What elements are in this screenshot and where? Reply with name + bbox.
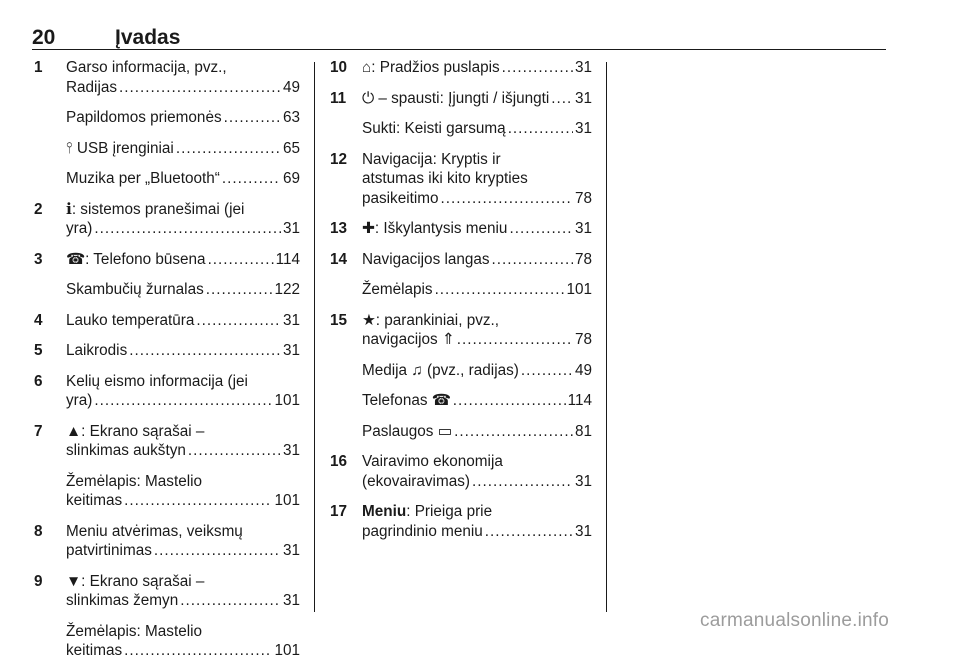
entry-label [362, 330, 455, 350]
leader-dots [508, 119, 573, 139]
entry-page-number: 78 [574, 331, 592, 348]
entry-number: 6 [34, 372, 43, 390]
entry-page-number: 31 [574, 89, 592, 107]
entry-page-number: 31 [574, 472, 592, 490]
entry-number: 13 [330, 220, 348, 237]
entry-text: : Ekrano sąrašai – [81, 422, 205, 440]
entry-label-text: Laikrodis [66, 342, 128, 359]
entry-text-line [362, 311, 592, 331]
entry-page-ref [66, 78, 300, 98]
entry-label-text: pagrindinio meniu [362, 522, 483, 540]
legend-entry [34, 280, 300, 300]
legend-entry [330, 361, 592, 381]
legend-entry [34, 372, 300, 411]
entry-label-text: Papildomos priemonės [66, 109, 222, 126]
entry-label-text: yra) [66, 220, 93, 237]
entry-number: 9 [34, 572, 43, 590]
legend-entry [34, 472, 300, 511]
entry-label-text: Medija ♫ (pvz., radijas) [362, 361, 519, 379]
entry-number: 10 [330, 59, 348, 76]
entry-page-ref [66, 280, 300, 300]
entry-label [66, 169, 220, 189]
entry-label [66, 78, 117, 98]
leader-dots [176, 139, 281, 159]
entry-page-number: 81 [574, 422, 592, 440]
watermark: carmanualsonline.info [700, 610, 890, 631]
entry-label [362, 89, 549, 109]
entry-text-line [66, 422, 300, 442]
entry-label-text: Lauko temperatūra [66, 311, 195, 329]
entry-label [66, 139, 174, 159]
entry-page-ref [66, 591, 300, 611]
legend-entry [34, 58, 300, 97]
entry-label [362, 250, 490, 270]
legend-entry [34, 250, 300, 270]
entry-page-ref [66, 391, 300, 411]
leader-dots [196, 311, 281, 331]
entry-label [362, 472, 470, 492]
legend-entry [34, 522, 300, 561]
entry-label [66, 441, 186, 461]
legend-entry [34, 169, 300, 189]
entry-number: 8 [34, 522, 43, 540]
legend-entry [34, 108, 300, 128]
entry-text: Kelių eismo informacija (jei [66, 372, 248, 390]
leader-dots [502, 58, 573, 78]
entry-text-line [66, 372, 300, 392]
leader-dots [441, 189, 573, 209]
entry-label-text: : Pradžios puslapis [371, 59, 500, 76]
entry-page-ref [362, 522, 592, 542]
entry-page-number: 31 [574, 522, 592, 540]
legend-entry [330, 219, 592, 239]
leader-dots [224, 108, 281, 128]
entry-number: 4 [34, 311, 43, 329]
leader-dots [180, 591, 281, 611]
entry-label [66, 341, 127, 361]
entry-text: Garso informacija, pvz., [66, 59, 227, 76]
legend-entry [330, 250, 592, 270]
legend-entry [34, 311, 300, 331]
legend-entry [330, 280, 592, 300]
entry-number: 12 [330, 150, 348, 168]
entry-number: 14 [330, 250, 348, 268]
entry-label [66, 280, 204, 300]
leader-dots [188, 441, 281, 461]
entry-number: 15 [330, 311, 348, 329]
entry-page-number: 31 [574, 220, 592, 237]
leader-dots [509, 219, 573, 239]
entry-symbol-icon: ▲ [66, 422, 82, 440]
entry-page-ref [362, 89, 592, 109]
column-divider [314, 62, 315, 612]
legend-entry [34, 200, 300, 239]
entry-label-text: Navigacijos langas [362, 250, 490, 268]
entry-label [66, 250, 206, 270]
entry-page-number: 49 [574, 361, 592, 379]
legend-entry [330, 422, 592, 442]
entry-label-text: keitimas [66, 492, 123, 509]
legend-entry [34, 422, 300, 461]
entry-text-line [362, 169, 592, 189]
entry-text: : Ekrano sąrašai – [81, 572, 205, 590]
page-header [32, 22, 886, 50]
entry-page-ref [66, 169, 300, 189]
entry-symbol-icon: ▼ [66, 572, 82, 590]
entry-page-ref [362, 250, 592, 270]
entry-label [66, 311, 194, 331]
entry-symbol-icon: ⫯ [66, 139, 73, 157]
entry-symbol-icon: ℹ [66, 200, 72, 218]
column-divider [606, 62, 607, 612]
entry-label-text: pasikeitimo [362, 189, 439, 207]
entry-text-line [362, 150, 592, 170]
entry-page-ref [362, 119, 592, 139]
legend-column-2 [330, 58, 592, 552]
entry-page-ref [66, 491, 300, 511]
entry-page-number: 69 [282, 170, 300, 187]
entry-label [362, 58, 500, 78]
entry-number: 2 [34, 200, 43, 218]
entry-page-number: 31 [282, 542, 300, 559]
entry-page-number: 49 [282, 78, 300, 96]
entry-text-line [66, 58, 300, 78]
legend-column-1 [34, 58, 300, 672]
entry-symbol-icon: ✚ [362, 220, 375, 237]
leader-dots [208, 250, 274, 270]
entry-page-number: 31 [574, 120, 592, 137]
entry-page-number: 63 [282, 109, 300, 126]
entry-label-text: patvirtinimas [66, 542, 152, 559]
leader-dots [492, 250, 573, 270]
entry-text: : parankiniai, pvz., [375, 311, 500, 329]
entry-symbol-icon: ⏻ [362, 89, 375, 107]
entry-text: Žemėlapis: Mastelio [66, 622, 203, 640]
entry-page-ref [66, 108, 300, 128]
entry-label [362, 119, 506, 139]
leader-dots [129, 341, 281, 361]
entry-label-text: Skambučių žurnalas [66, 281, 204, 298]
entry-page-number: 101 [274, 392, 300, 409]
legend-entry [330, 119, 592, 139]
entry-number: 3 [34, 250, 43, 268]
entry-number: 16 [330, 453, 348, 470]
leader-dots [551, 89, 573, 109]
entry-page-number: 31 [282, 342, 300, 359]
entry-label-text: yra) [66, 392, 93, 409]
entry-page-ref [66, 139, 300, 159]
entry-label-text: keitimas [66, 642, 123, 659]
entry-text: : Prieiga prie [406, 503, 493, 520]
entry-text-line [66, 472, 300, 492]
leader-dots [206, 280, 273, 300]
entry-page-ref [66, 541, 300, 561]
entry-text: : sistemos pranešimai (jei [71, 200, 245, 218]
entry-symbol-icon: ★ [362, 311, 376, 329]
entry-label-text: Telefonas ☎ [362, 392, 451, 409]
entry-label [66, 219, 92, 239]
entry-page-ref [362, 330, 592, 350]
legend-entry [34, 139, 300, 159]
entry-page-ref [66, 219, 300, 239]
leader-dots [124, 641, 272, 661]
leader-dots [453, 391, 566, 411]
entry-text: Žemėlapis: Mastelio [66, 472, 203, 490]
legend-entry [34, 622, 300, 661]
entry-text-line [66, 572, 300, 592]
entry-label [66, 591, 178, 611]
entry-label-text: navigacijos ⇑ [362, 331, 455, 348]
leader-dots [454, 422, 573, 442]
legend-entry [330, 452, 592, 491]
entry-page-number: 78 [574, 189, 592, 207]
legend-entry [34, 572, 300, 611]
entry-label [362, 522, 483, 542]
entry-label-text: Paslaugos ▭ [362, 422, 453, 440]
entry-page-ref [362, 422, 592, 442]
page-title: Įvadas [115, 26, 181, 49]
legend-entry [330, 311, 592, 350]
legend-entry [330, 391, 592, 411]
page-number: 20 [32, 26, 56, 49]
leader-dots [124, 491, 272, 511]
entry-label-text: slinkimas aukštyn [66, 442, 186, 459]
entry-page-number: 31 [282, 592, 300, 609]
entry-page-ref [66, 441, 300, 461]
entry-symbol-icon: ☎ [66, 250, 86, 268]
entry-text: Navigacija: Kryptis ir [362, 150, 501, 168]
entry-page-number: 31 [574, 59, 592, 76]
entry-label [362, 189, 439, 209]
leader-dots [94, 391, 272, 411]
entry-page-number: 101 [274, 642, 300, 659]
leader-dots [222, 169, 281, 189]
entry-label-text: Radijas [66, 78, 118, 96]
entry-label [362, 391, 451, 411]
leader-dots [119, 78, 281, 98]
entry-label-text: : Telefono būsena [85, 250, 206, 268]
entry-label-text: Žemėlapis [362, 281, 433, 298]
entry-page-number: 65 [282, 139, 300, 157]
entry-page-ref [362, 361, 592, 381]
leader-dots [435, 280, 565, 300]
entry-page-ref [66, 311, 300, 331]
entry-text-line [66, 622, 300, 642]
leader-dots [154, 541, 281, 561]
entry-page-number: 101 [566, 281, 592, 298]
entry-number: 7 [34, 422, 43, 440]
entry-page-number: 114 [567, 392, 592, 409]
entry-number: 5 [34, 342, 43, 359]
leader-dots [457, 330, 573, 350]
entry-page-number: 114 [275, 250, 300, 268]
entry-label [66, 541, 152, 561]
legend-entry [330, 58, 592, 78]
entry-page-number: 101 [274, 492, 300, 509]
entry-bold-lead: Meniu [362, 503, 407, 520]
entry-label [66, 491, 122, 511]
entry-label-text: – spausti: Įjungti / išjungti [374, 89, 550, 107]
entry-page-number: 78 [574, 250, 592, 268]
entry-number: 1 [34, 59, 43, 76]
entry-page-number: 31 [282, 311, 300, 329]
entry-page-ref [362, 58, 592, 78]
legend-entry [330, 502, 592, 541]
leader-dots [472, 472, 573, 492]
entry-number: 11 [330, 89, 347, 107]
entry-label [362, 219, 507, 239]
entry-label-text: USB įrenginiai [72, 139, 174, 157]
legend-entry [330, 89, 592, 109]
entry-label [66, 641, 122, 661]
entry-page-ref [362, 391, 592, 411]
entry-page-ref [362, 472, 592, 492]
entry-text-line [66, 522, 300, 542]
entry-label [362, 422, 452, 442]
entry-label [362, 280, 433, 300]
entry-symbol-icon: ⌂ [362, 59, 372, 76]
entry-label-text: Sukti: Keisti garsumą [362, 120, 506, 137]
leader-dots [485, 522, 573, 542]
entry-label-text: Muzika per „Bluetooth“ [66, 170, 220, 187]
entry-text-line [362, 502, 592, 522]
entry-label [362, 361, 519, 381]
entry-text: Meniu atvėrimas, veiksmų [66, 522, 243, 540]
entry-label-text: : Iškylantysis meniu [374, 220, 508, 237]
entry-page-number: 31 [282, 220, 300, 237]
entry-text: atstumas iki kito krypties [362, 170, 528, 187]
header-rule [32, 49, 886, 50]
entry-page-ref [66, 641, 300, 661]
entry-page-ref [362, 189, 592, 209]
entry-label [66, 108, 222, 128]
entry-page-ref [66, 341, 300, 361]
entry-text-line [362, 452, 592, 472]
leader-dots [94, 219, 281, 239]
entry-label [66, 391, 92, 411]
entry-text: Vairavimo ekonomija [362, 453, 503, 470]
entry-label-text: (ekovairavimas) [362, 472, 470, 490]
entry-text-line [66, 200, 300, 220]
entry-page-number: 31 [282, 442, 300, 459]
entry-label-text: slinkimas žemyn [66, 592, 179, 609]
legend-entry [34, 341, 300, 361]
leader-dots [521, 361, 573, 381]
entry-page-number: 122 [274, 281, 300, 298]
legend-entry [330, 150, 592, 209]
entry-page-ref [66, 250, 300, 270]
entry-number: 17 [330, 503, 348, 520]
entry-page-ref [362, 280, 592, 300]
entry-page-ref [362, 219, 592, 239]
